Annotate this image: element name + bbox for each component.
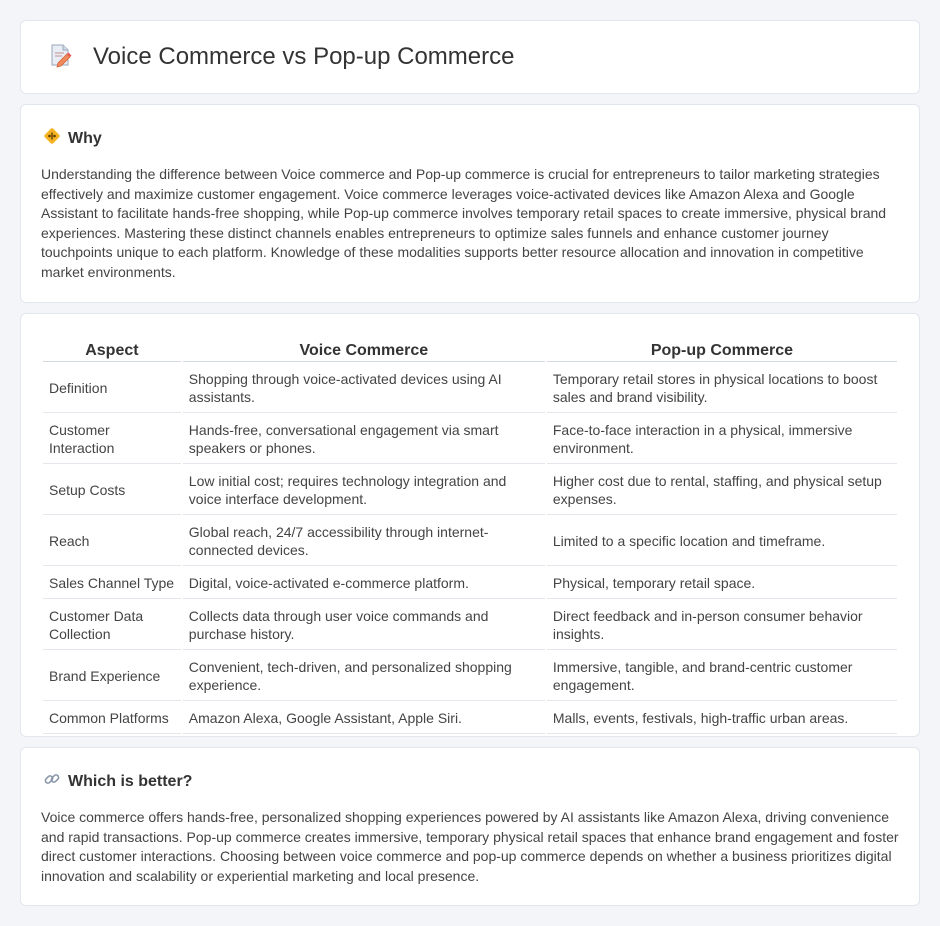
table-row: [43, 517, 897, 566]
why-text: Understanding the difference between Voice commerce and Pop-up commerce is crucial for entrepreneurs to tailor marketing strategies effectively and maximize customer engagement. Voice commerce leverages voice-activated devices like Amazon Alexa and Google Assistant to facilitate hands-free shopping, while Pop-up commerce involves temporary retail spaces to create immersive, physical brand experiences. Mastering these distinct channels enables entrepreneurs to optimize sales funnels and enhance customer journey touchpoints unique to each platform. Knowledge of these modalities supports better resource allocation and innovation in competitive market environments.: [41, 166, 887, 280]
column-header-popup: Pop-up Commerce: [547, 336, 897, 362]
voice-cell: Convenient, tech-driven, and personalized shopping experience.: [183, 652, 545, 701]
table-row: [43, 652, 897, 701]
table-row: [43, 415, 897, 464]
popup-cell: Higher cost due to rental, staffing, and physical setup expenses.: [547, 466, 897, 515]
aspect-cell: Reach: [43, 517, 181, 566]
warning-diamond-icon: [43, 127, 68, 150]
popup-cell: Limited to a specific location and timeframe.: [547, 517, 897, 566]
popup-cell: Physical, temporary retail space.: [547, 568, 897, 599]
voice-cell: Digital, voice-activated e-commerce platform.: [183, 568, 545, 599]
link-icon: [43, 770, 68, 793]
aspect-cell: Sales Channel Type: [43, 568, 181, 599]
document-pencil-icon: [47, 42, 93, 73]
title-card: [20, 20, 920, 94]
table-row: [43, 703, 897, 734]
aspect-cell: Customer Interaction: [43, 415, 181, 464]
aspect-cell: Brand Experience: [43, 652, 181, 701]
aspect-cell: Setup Costs: [43, 466, 181, 515]
popup-cell: Face-to-face interaction in a physical, immersive environment.: [547, 415, 897, 464]
table-row: [43, 364, 897, 413]
table-row: [43, 601, 897, 650]
voice-cell: Amazon Alexa, Google Assistant, Apple Siri.: [183, 703, 545, 734]
popup-cell: Temporary retail stores in physical locations to boost sales and brand visibility.: [547, 364, 897, 413]
voice-cell: Low initial cost; requires technology integration and voice interface development.: [183, 466, 545, 515]
column-header-aspect: Aspect: [43, 336, 181, 362]
which-is-better-text: Voice commerce offers hands-free, personalized shopping experiences powered by AI assistants like Amazon Alexa, driving convenience and rapid transactions. Pop-up commerce creates immersive, temporary physical retail spaces that enhance brand engagement and foster direct customer interactions. Choosing between voice commerce and pop-up commerce depends on whether a business prioritizes digital innovation and scalability or experiential marketing and local presence.: [41, 809, 899, 884]
comparison-table: [41, 334, 899, 736]
popup-cell: Direct feedback and in-person consumer behavior insights.: [547, 601, 897, 650]
which-is-better-section: [20, 747, 920, 906]
which-is-better-heading: Which is better?: [68, 772, 193, 790]
voice-cell: Shopping through voice-activated devices using AI assistants.: [183, 364, 545, 413]
table-row: [43, 568, 897, 599]
why-section: [20, 104, 920, 303]
voice-cell: Hands-free, conversational engagement via smart speakers or phones.: [183, 415, 545, 464]
aspect-cell: Common Platforms: [43, 703, 181, 734]
aspect-cell: Definition: [43, 364, 181, 413]
why-heading: Why: [68, 129, 102, 147]
table-row: [43, 466, 897, 515]
popup-cell: Immersive, tangible, and brand-centric customer engagement.: [547, 652, 897, 701]
aspect-cell: Customer Data Collection: [43, 601, 181, 650]
popup-cell: Malls, events, festivals, high-traffic urban areas.: [547, 703, 897, 734]
voice-cell: Global reach, 24/7 accessibility through internet-connected devices.: [183, 517, 545, 566]
voice-cell: Collects data through user voice commands and purchase history.: [183, 601, 545, 650]
page-title: Voice Commerce vs Pop-up Commerce: [93, 43, 515, 70]
comparison-card: [20, 313, 920, 737]
column-header-voice: Voice Commerce: [183, 336, 545, 362]
table-header-row: [43, 336, 897, 362]
